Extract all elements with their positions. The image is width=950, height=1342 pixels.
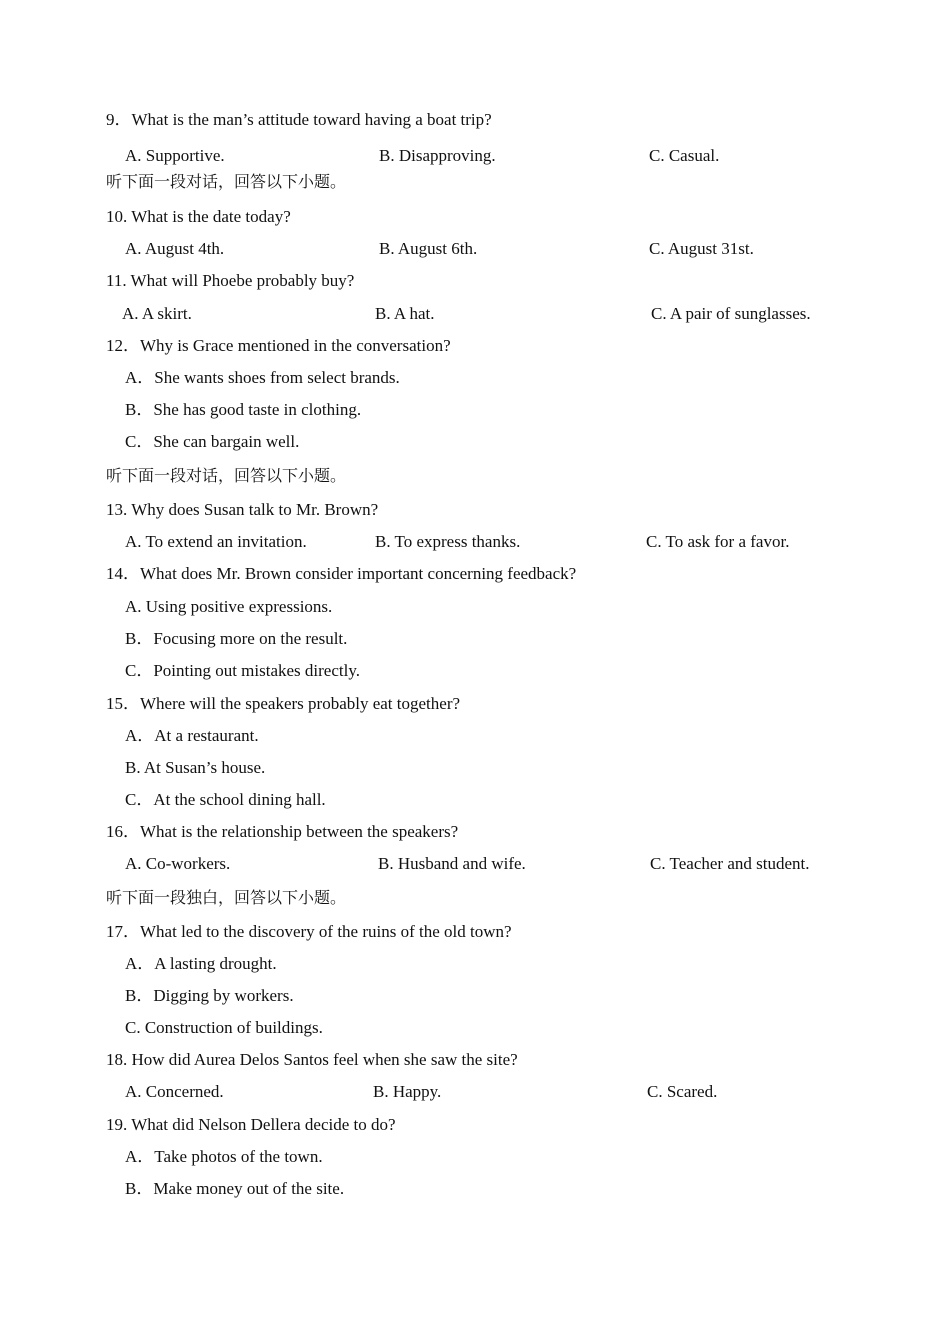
option-a: A. Supportive. [125, 146, 225, 165]
option-text: A. Using positive expressions. [125, 597, 333, 616]
option-c: C. To ask for a favor. [646, 532, 790, 551]
option-text: A．At a restaurant. [125, 726, 259, 745]
option-c: C. Scared. [647, 1082, 718, 1101]
question-text: 19. What did Nelson Dellera decide to do? [106, 1115, 396, 1134]
option-text: B．She has good taste in clothing. [125, 400, 362, 419]
option-b: B. A hat. [375, 304, 435, 323]
question-text: 11. What will Phoebe probably buy? [106, 271, 355, 290]
option-text: C．She can bargain well. [125, 432, 300, 451]
option-text: A．She wants shoes from select brands. [125, 368, 400, 387]
option-a: A. A skirt. [122, 304, 192, 323]
option-b: B. To express thanks. [375, 532, 521, 551]
question-text: 9．What is the man’s attitude toward having a boat trip? [106, 110, 492, 129]
option-a: A. August 4th. [125, 239, 225, 258]
option-text: A．A lasting drought. [125, 954, 277, 973]
question-text: 14．What does Mr. Brown consider important concerning feedback? [106, 564, 577, 583]
section-instruction: 听下面一段对话，回答以下小题。 [106, 466, 347, 485]
question-text: 16．What is the relationship between the speakers? [106, 822, 459, 841]
option-a: A. Co-workers. [125, 854, 231, 873]
option-a: A. Concerned. [125, 1082, 224, 1101]
option-text: C. Construction of buildings. [125, 1018, 323, 1037]
option-text: B．Focusing more on the result. [125, 629, 348, 648]
question-text: 17．What led to the discovery of the ruins of the old town? [106, 922, 512, 941]
option-c: C. August 31st. [649, 239, 754, 258]
question-text: 10. What is the date today? [106, 207, 291, 226]
option-b: B. Husband and wife. [378, 854, 526, 873]
option-text: A．Take photos of the town. [125, 1147, 323, 1166]
option-a: A. To extend an invitation. [125, 532, 307, 551]
section-instruction: 听下面一段独白，回答以下小题。 [106, 888, 347, 907]
option-text: B．Make money out of the site. [125, 1179, 345, 1198]
option-b: B. August 6th. [379, 239, 478, 258]
option-c: C. Casual. [649, 146, 720, 165]
option-text: B. At Susan’s house. [125, 758, 266, 777]
question-text: 12．Why is Grace mentioned in the conversation? [106, 336, 451, 355]
question-text: 13. Why does Susan talk to Mr. Brown? [106, 500, 379, 519]
option-text: B．Digging by workers. [125, 986, 294, 1005]
question-text: 15．Where will the speakers probably eat together? [106, 694, 461, 713]
option-text: C．At the school dining hall. [125, 790, 326, 809]
option-b: B. Happy. [373, 1082, 442, 1101]
option-b: B. Disapproving. [379, 146, 496, 165]
option-c: C. A pair of sunglasses. [651, 304, 811, 323]
option-text: C．Pointing out mistakes directly. [125, 661, 360, 680]
question-text: 18. How did Aurea Delos Santos feel when she saw the site? [106, 1050, 518, 1069]
option-c: C. Teacher and student. [650, 854, 810, 873]
section-instruction: 听下面一段对话，回答以下小题。 [106, 172, 347, 191]
